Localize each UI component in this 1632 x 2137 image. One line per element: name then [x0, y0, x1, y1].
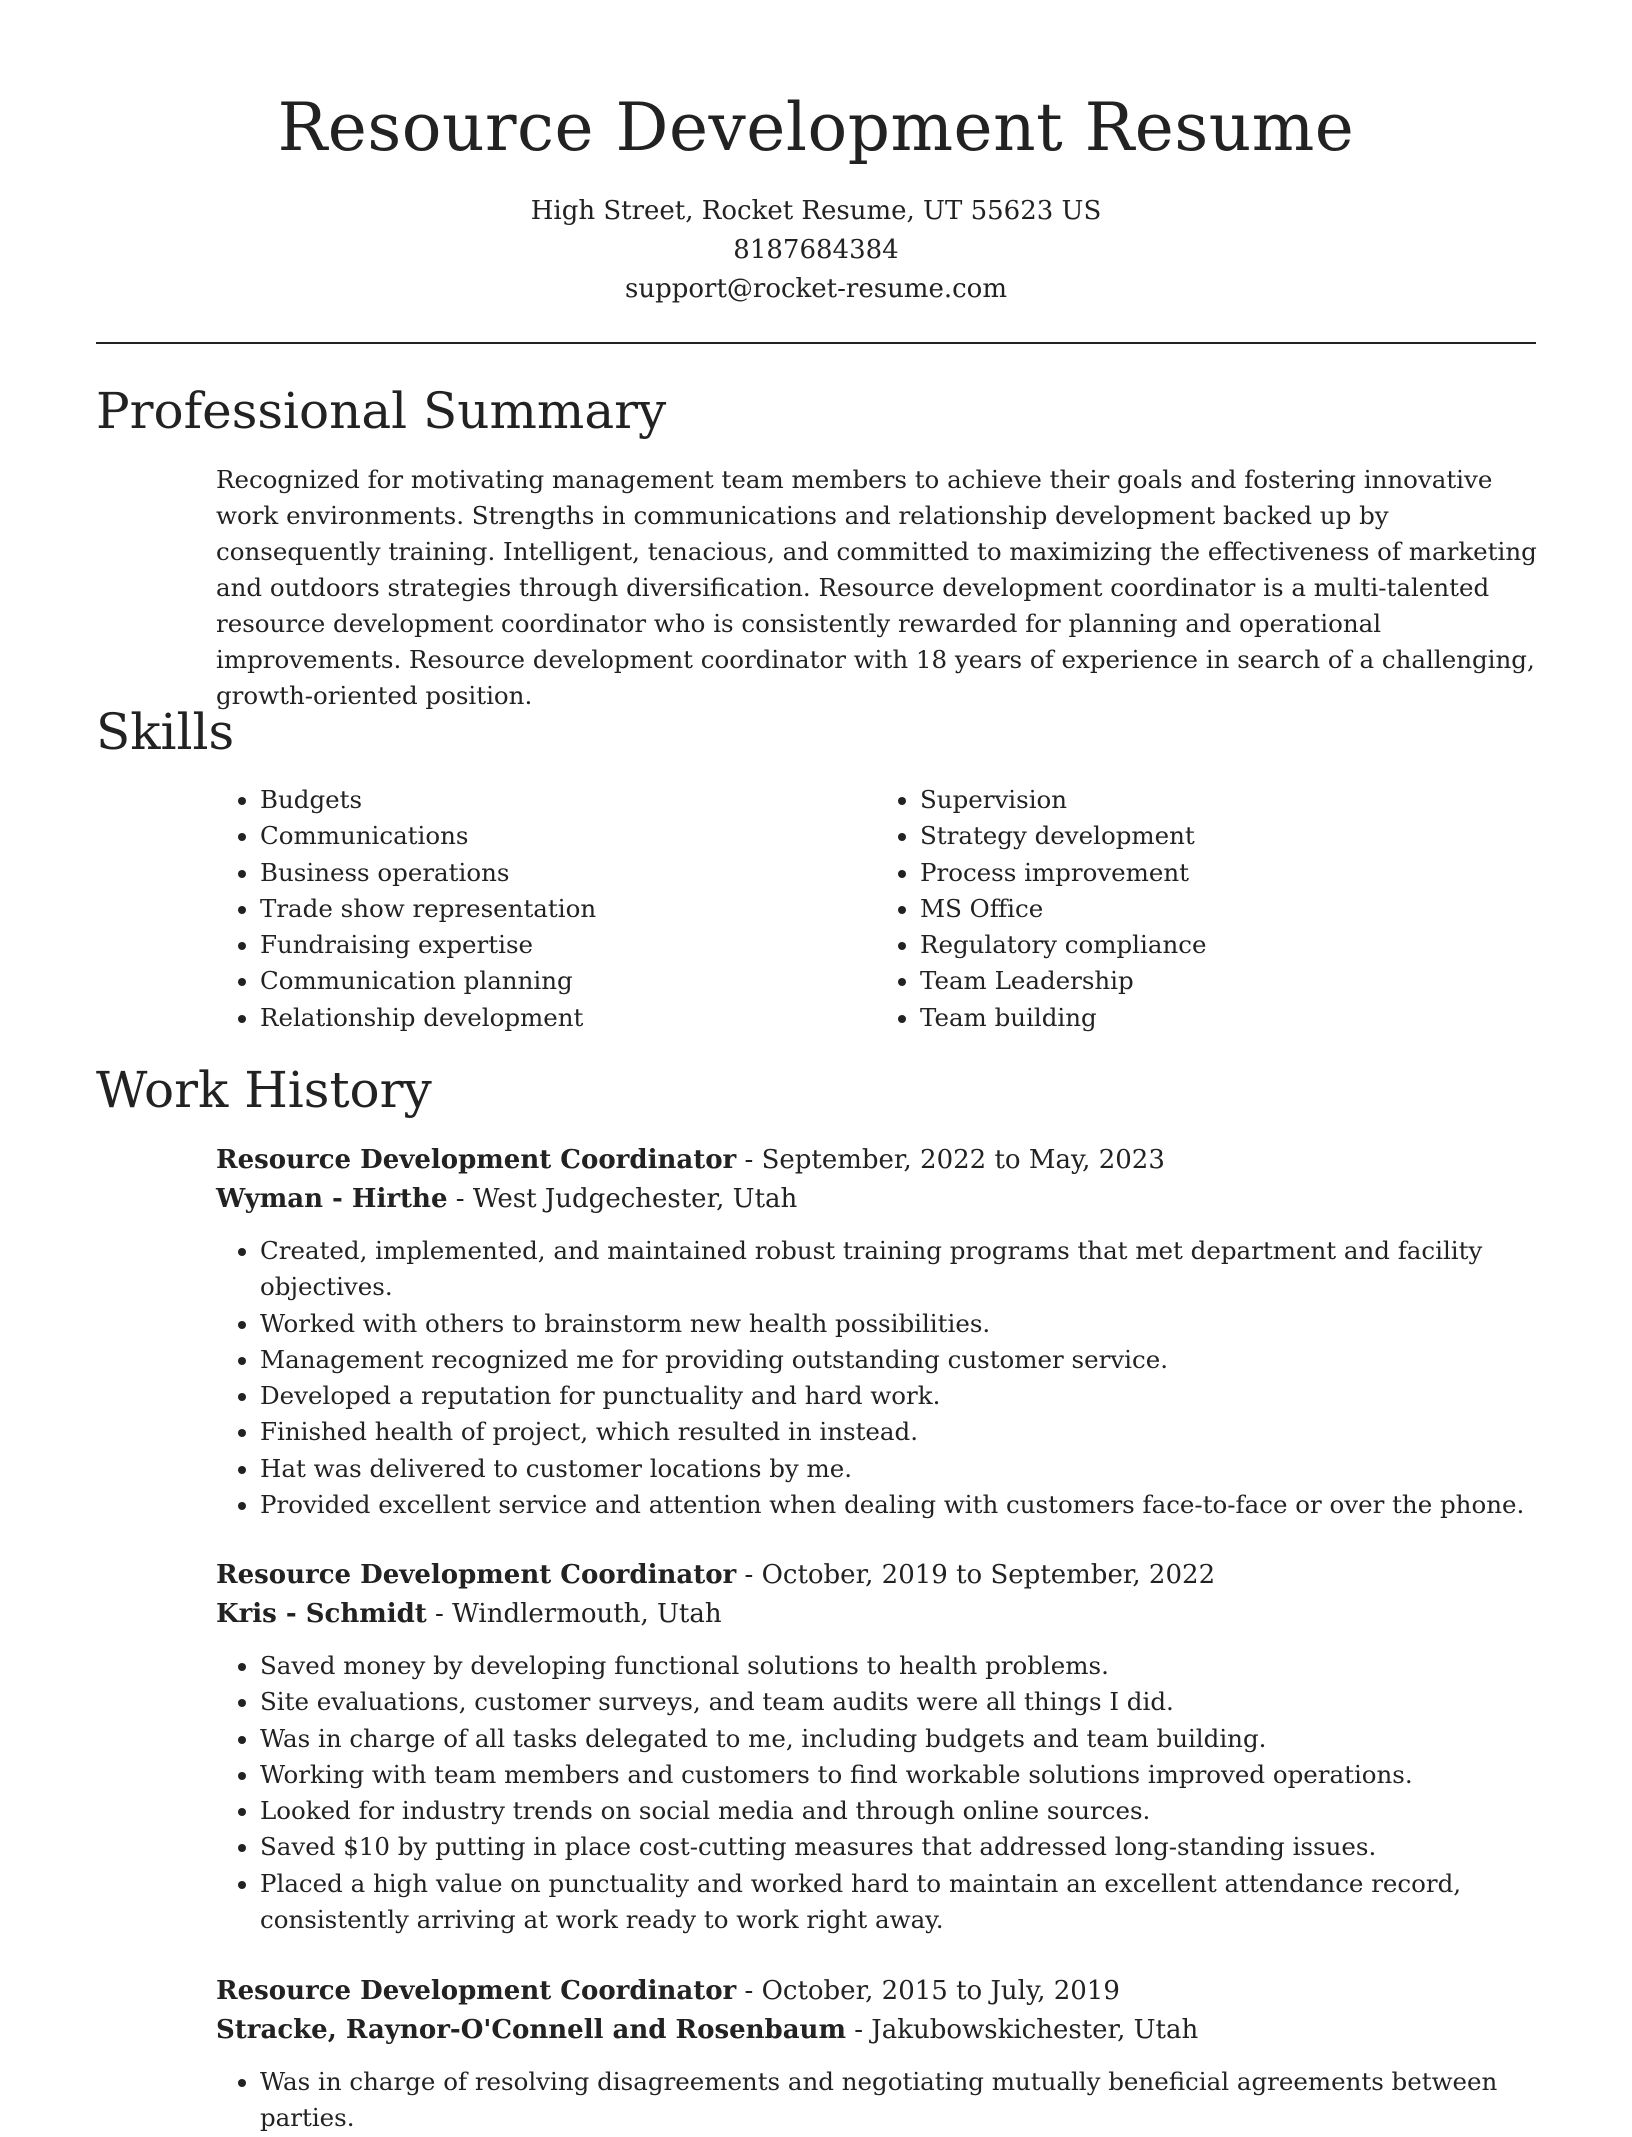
job-bullet: • Finished health of project, which resulted in instead.: [260, 1414, 1536, 1450]
job-position: Resource Development Coordinator: [216, 1976, 737, 2006]
job-company-line: [216, 1180, 1536, 1219]
skills-column-left: [216, 782, 876, 1036]
job-company: Kris - Schmidt: [216, 1599, 427, 1629]
job-bullets: [216, 2064, 1536, 2137]
contact-phone: 8187684384: [733, 235, 899, 265]
summary-heading: Professional Summary: [96, 382, 667, 440]
skill-item: • Communication planning: [260, 963, 876, 999]
job-bullet: • Looked for industry trends on social media and through online sources.: [260, 1793, 1536, 1829]
job-dates: - October, 2019 to September, 2022: [736, 1560, 1216, 1590]
job-title-line: [216, 1556, 1536, 1595]
job-dates: - September, 2022 to May, 2023: [736, 1145, 1165, 1175]
skill-item: • Budgets: [260, 782, 876, 818]
job-bullets: [216, 1648, 1536, 1938]
job-bullet: • Developed a reputation for punctuality and hard work.: [260, 1378, 1536, 1414]
skill-item: • Relationship development: [260, 1000, 876, 1036]
job-position: Resource Development Coordinator: [216, 1145, 737, 1175]
work-history-heading: Work History: [96, 1061, 432, 1119]
job-bullet: • Working with team members and customers to find workable solutions improved operations.: [260, 1757, 1536, 1793]
job-bullet: • Was in charge of resolving disagreements and negotiating mutually beneficial agreements between parties.: [260, 2064, 1536, 2137]
job-company-line: [216, 1595, 1536, 1634]
job-entry: [216, 1141, 1536, 1523]
skill-item: • Trade show representation: [260, 891, 876, 927]
skills-list: [216, 782, 1536, 1036]
job-bullet: • Was in charge of all tasks delegated to me, including budgets and team building.: [260, 1721, 1536, 1757]
job-bullet: • Management recognized me for providing outstanding customer service.: [260, 1342, 1536, 1378]
job-entry: [216, 1556, 1536, 1938]
job-bullet: • Site evaluations, customer surveys, and team audits were all things I did.: [260, 1684, 1536, 1720]
job-bullet: • Created, implemented, and maintained robust training programs that met department and facility objectives.: [260, 1233, 1536, 1306]
job-company: Stracke, Raynor-O'Connell and Rosenbaum: [216, 2015, 846, 2045]
contact-address: High Street, Rocket Resume, UT 55623 US: [530, 196, 1102, 226]
job-title-line: [216, 1141, 1536, 1180]
summary-text: Recognized for motivating management team members to achieve their goals and fostering innovative work environments. Strengths in communications and relationship development backed up by consequently training. Intelligent, tenacious, and committed to maximizing the effectiveness of marketing and outdoors strategies through diversification. Resource development coordinator is a multi-talented resource development coordinator who is consistently rewarded for planning and operational improvements. Resource development coordinator with 18 years of experience in search of a challenging, growth-oriented position.: [216, 465, 1537, 710]
job-bullet: • Saved $10 by putting in place cost-cutting measures that addressed long-standing issues.: [260, 1829, 1536, 1865]
skill-item: • MS Office: [920, 891, 1536, 927]
job-bullet: • Saved money by developing functional solutions to health problems.: [260, 1648, 1536, 1684]
job-bullet: • Provided excellent service and attention when dealing with customers face-to-face or over the phone.: [260, 1487, 1536, 1523]
job-position: Resource Development Coordinator: [216, 1560, 737, 1590]
job-location: - West Judgechester, Utah: [447, 1184, 798, 1214]
skill-item: • Fundraising expertise: [260, 927, 876, 963]
job-bullet: • Placed a high value on punctuality and worked hard to maintain an excellent attendance record, consistently arriving at work ready to work right away.: [260, 1866, 1536, 1939]
header-divider: [96, 342, 1536, 344]
job-dates: - October, 2015 to July, 2019: [736, 1976, 1120, 2006]
job-entry: [216, 1972, 1536, 2137]
job-bullets: [216, 1233, 1536, 1523]
skill-item: • Strategy development: [920, 818, 1536, 854]
skill-item: • Team Leadership: [920, 963, 1536, 999]
skill-item: • Team building: [920, 1000, 1536, 1036]
resume-title: Resource Development Resume: [277, 89, 1355, 166]
job-location: - Jakubowskichester, Utah: [845, 2015, 1199, 2045]
skills-heading: Skills: [96, 703, 235, 761]
job-company: Wyman - Hirthe: [216, 1184, 448, 1214]
job-location: - Windlermouth, Utah: [426, 1599, 722, 1629]
skills-column-right: [876, 782, 1536, 1036]
contact-email: support@rocket-resume.com: [624, 274, 1007, 304]
skill-item: • Supervision: [920, 782, 1536, 818]
job-company-line: [216, 2011, 1536, 2050]
job-bullet: • Hat was delivered to customer locations by me.: [260, 1451, 1536, 1487]
resume-header: [0, 0, 1632, 309]
job-title-line: [216, 1972, 1536, 2011]
skill-item: • Business operations: [260, 855, 876, 891]
skill-item: • Process improvement: [920, 855, 1536, 891]
contact-block: [0, 192, 1632, 309]
skill-item: • Regulatory compliance: [920, 927, 1536, 963]
job-bullet: • Worked with others to brainstorm new health possibilities.: [260, 1306, 1536, 1342]
skill-item: • Communications: [260, 818, 876, 854]
